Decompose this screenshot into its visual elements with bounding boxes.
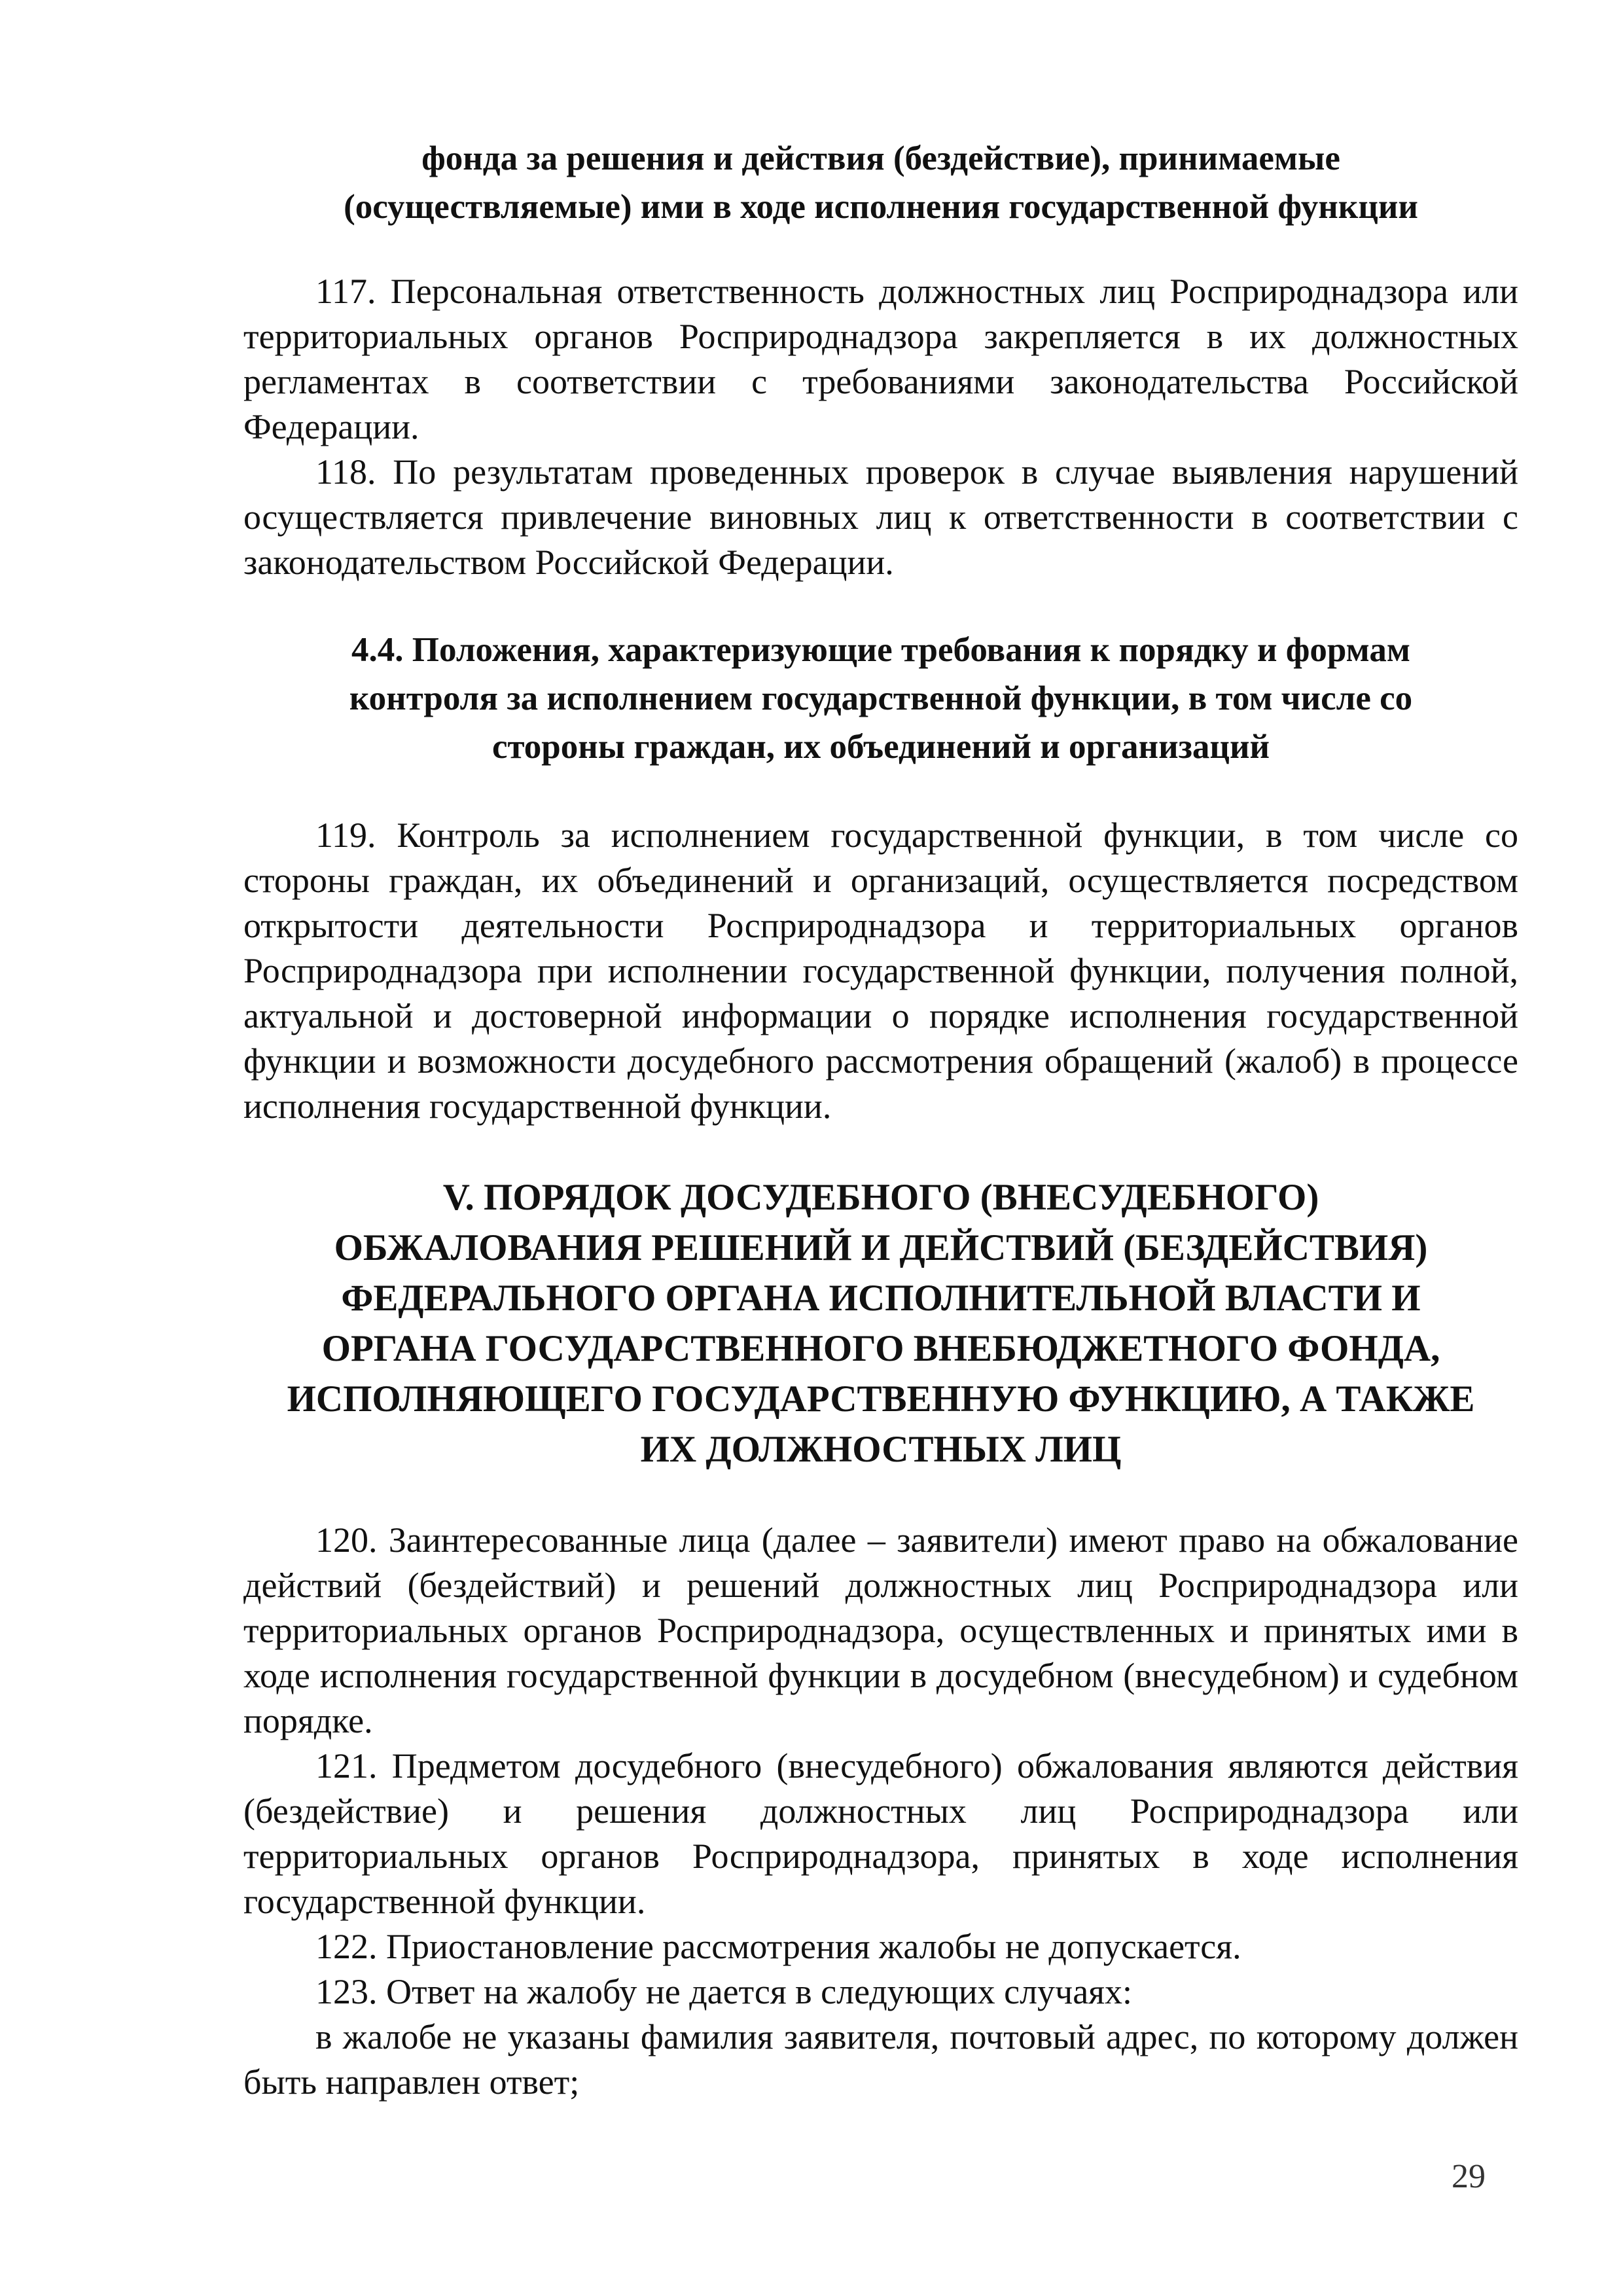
page-number: 29 bbox=[1452, 2158, 1486, 2195]
heading-line: ОБЖАЛОВАНИЯ РЕШЕНИЙ И ДЕЙСТВИЙ (БЕЗДЕЙСТВИЯ) bbox=[334, 1227, 1428, 1268]
heading-line: стороны граждан, их объединений и организаций bbox=[491, 728, 1270, 766]
paragraph-118: 118. По результатам проведенных проверок в случае выявления нарушений осуществляется привлечение виновных лиц к ответственности в соответствии с законодательством Российской Федерации. bbox=[243, 452, 1518, 582]
section-heading-5 bbox=[243, 1172, 1518, 1475]
paragraph-120: 120. Заинтересованные лица (далее – заявители) имеют право на обжалование действий (бездействий) и решений должностных лиц Росприроднадзора или территориальных органов Росприроднадзора, осуществленных и принятых ими в ходе исполнения государственной функции в досудебном (внесудебном) и судебном порядке. bbox=[243, 1520, 1518, 1740]
heading-line: ИСПОЛНЯЮЩЕГО ГОСУДАРСТВЕННУЮ ФУНКЦИЮ, А ТАКЖЕ bbox=[287, 1378, 1475, 1420]
heading-line: 4.4. Положения, характеризующие требования к порядку и формам bbox=[351, 631, 1410, 669]
heading-line: ИХ ДОЛЖНОСТНЫХ ЛИЦ bbox=[640, 1429, 1122, 1470]
heading-line: фонда за решения и действия (бездействие), принимаемые bbox=[421, 139, 1340, 177]
heading-line: ОРГАНА ГОСУДАРСТВЕННОГО ВНЕБЮДЖЕТНОГО ФОНДА, bbox=[321, 1328, 1440, 1369]
paragraph-123-item: в жалобе не указаны фамилия заявителя, почтовый адрес, по которому должен быть направлен ответ; bbox=[243, 2017, 1518, 2102]
heading-line: (осуществляемые) ими в ходе исполнения государственной функции bbox=[344, 188, 1418, 226]
section-heading-4-4 bbox=[243, 626, 1518, 771]
page-content bbox=[243, 134, 1518, 2105]
paragraph-121: 121. Предметом досудебного (внесудебного) обжалования являются действия (бездействие) и решения должностных лиц Росприроднадзора или территориальных органов Росприроднадзора, принятых в ходе исполнения государственной функции. bbox=[243, 1746, 1518, 1921]
paragraph-122: 122. Приостановление рассмотрения жалобы не допускается. bbox=[315, 1927, 1241, 1966]
heading-line: V. ПОРЯДОК ДОСУДЕБНОГО (ВНЕСУДЕБНОГО) bbox=[442, 1177, 1319, 1218]
paragraph-117: 117. Персональная ответственность должностных лиц Росприроднадзора или территориальных органов Росприроднадзора закрепляется в их должностных регламентах в соответствии с требованиями законодательства Российской Федерации. bbox=[243, 272, 1518, 446]
heading-line: контроля за исполнением государственной функции, в том числе со bbox=[349, 679, 1413, 717]
paragraph-119: 119. Контроль за исполнением государственной функции, в том числе со стороны граждан, их объединений и организаций, осуществляется посредством открытости деятельности Росприроднадзора и территориальных органов Росприроднадзора при исполнении государственной функции, получения полной, актуальной и достоверной информации о порядке исполнения государственной функции и возможности досудебного рассмотрения обращений (жалоб) в процессе исполнения государственной функции. bbox=[243, 816, 1518, 1126]
heading-line: ФЕДЕРАЛЬНОГО ОРГАНА ИСПОЛНИТЕЛЬНОЙ ВЛАСТИ И bbox=[341, 1278, 1421, 1319]
section-heading-continuation bbox=[243, 134, 1518, 231]
paragraph-123: 123. Ответ на жалобу не дается в следующих случаях: bbox=[315, 1972, 1133, 2011]
